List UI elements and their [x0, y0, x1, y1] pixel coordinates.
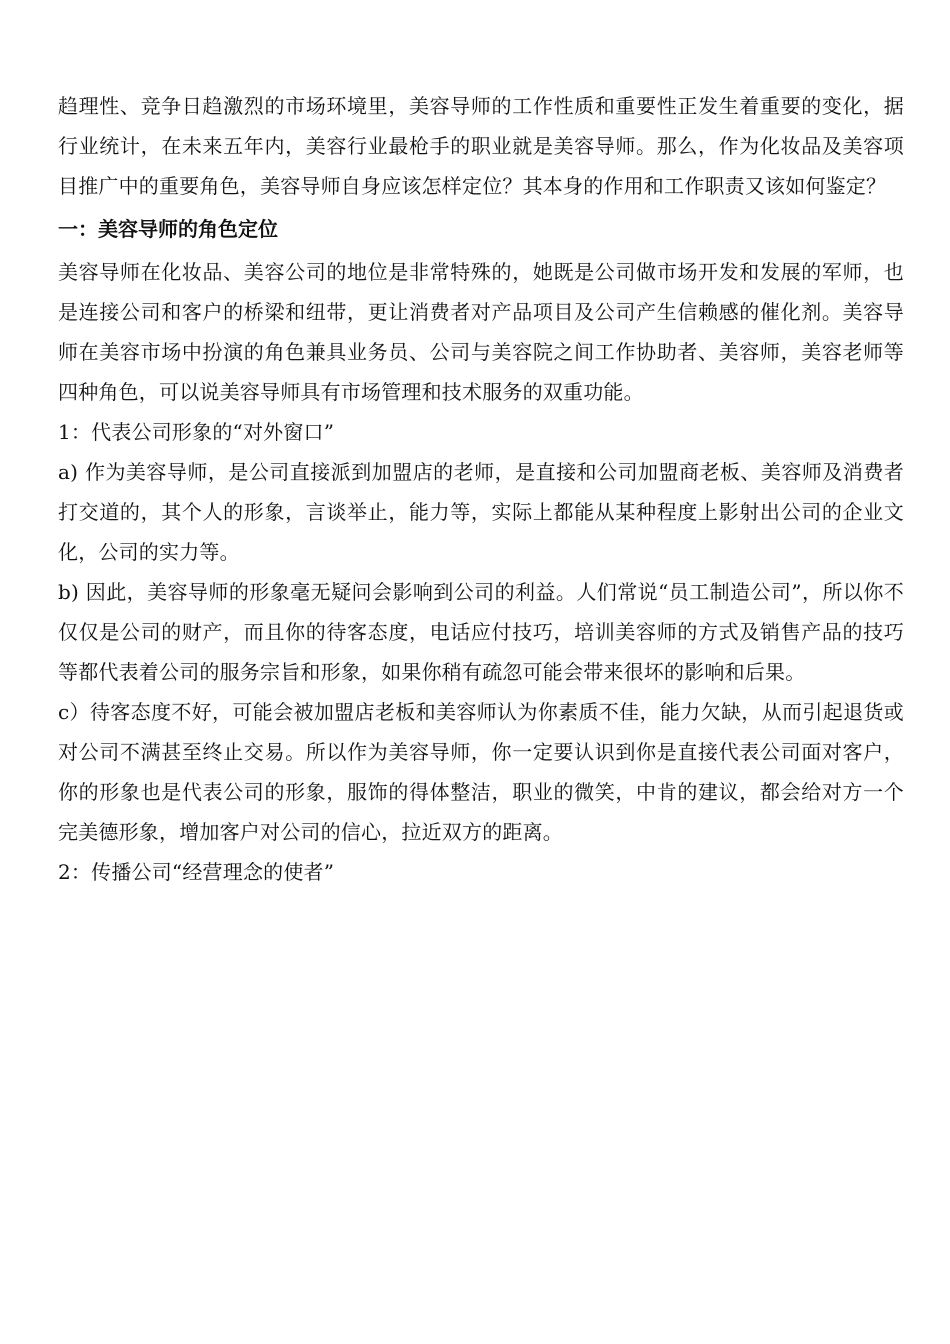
section-heading: 一：美容导师的角色定位 [58, 217, 278, 241]
item2-title: 2：传播公司“经营理念的使者” [58, 860, 335, 884]
document-body [58, 86, 904, 892]
intro-paragraph: 趋理性、竞争日趋激烈的市场环境里，美容导师的工作性质和重要性正发生着重要的变化，据行业统计，在未来五年内，美容行业最枪手的职业就是美容导师。那么，作为化妆品及美容项目推广中的重要角色，美容导师自身应该怎样定位？其本身的作用和工作职责又该如何鉴定？ [58, 94, 904, 198]
item1-a-paragraph: a) 作为美容导师，是公司直接派到加盟店的老师，是直接和公司加盟商老板、美容师及消费者打交道的，其个人的形象，言谈举止，能力等，实际上都能从某种程度上影射出公司的企业文化，公司的实力等。 [58, 460, 904, 564]
section-intro-paragraph: 美容导师在化妆品、美容公司的地位是非常特殊的，她既是公司做市场开发和发展的军师，也是连接公司和客户的桥梁和纽带，更让消费者对产品项目及公司产生信赖感的催化剂。美容导师在美容市场中扮演的角色兼具业务员、公司与美容院之间工作协助者、美容师，美容老师等四种角色，可以说美容导师具有市场管理和技术服务的双重功能。 [58, 260, 904, 404]
item1-title: 1：代表公司形象的“对外窗口” [58, 420, 335, 444]
item1-c-paragraph: c）待客态度不好，可能会被加盟店老板和美容师认为你素质不佳，能力欠缺，从而引起退货或对公司不满甚至终止交易。所以作为美容导师，你一定要认识到你是直接代表公司面对客户，你的形象也是代表公司的形象，服饰的得体整洁，职业的微笑，中肯的建议，都会给对方一个完美德形象，增加客户对公司的信心，拉近双方的距离。 [58, 700, 904, 844]
item1-b-paragraph: b) 因此，美容导师的形象毫无疑问会影响到公司的利益。人们常说“员工制造公司”，所以你不仅仅是公司的财产，而且你的待客态度，电话应付技巧，培训美容师的方式及销售产品的技巧等都代表着公司的服务宗旨和形象，如果你稍有疏忽可能会带来很坏的影响和后果。 [58, 580, 904, 684]
